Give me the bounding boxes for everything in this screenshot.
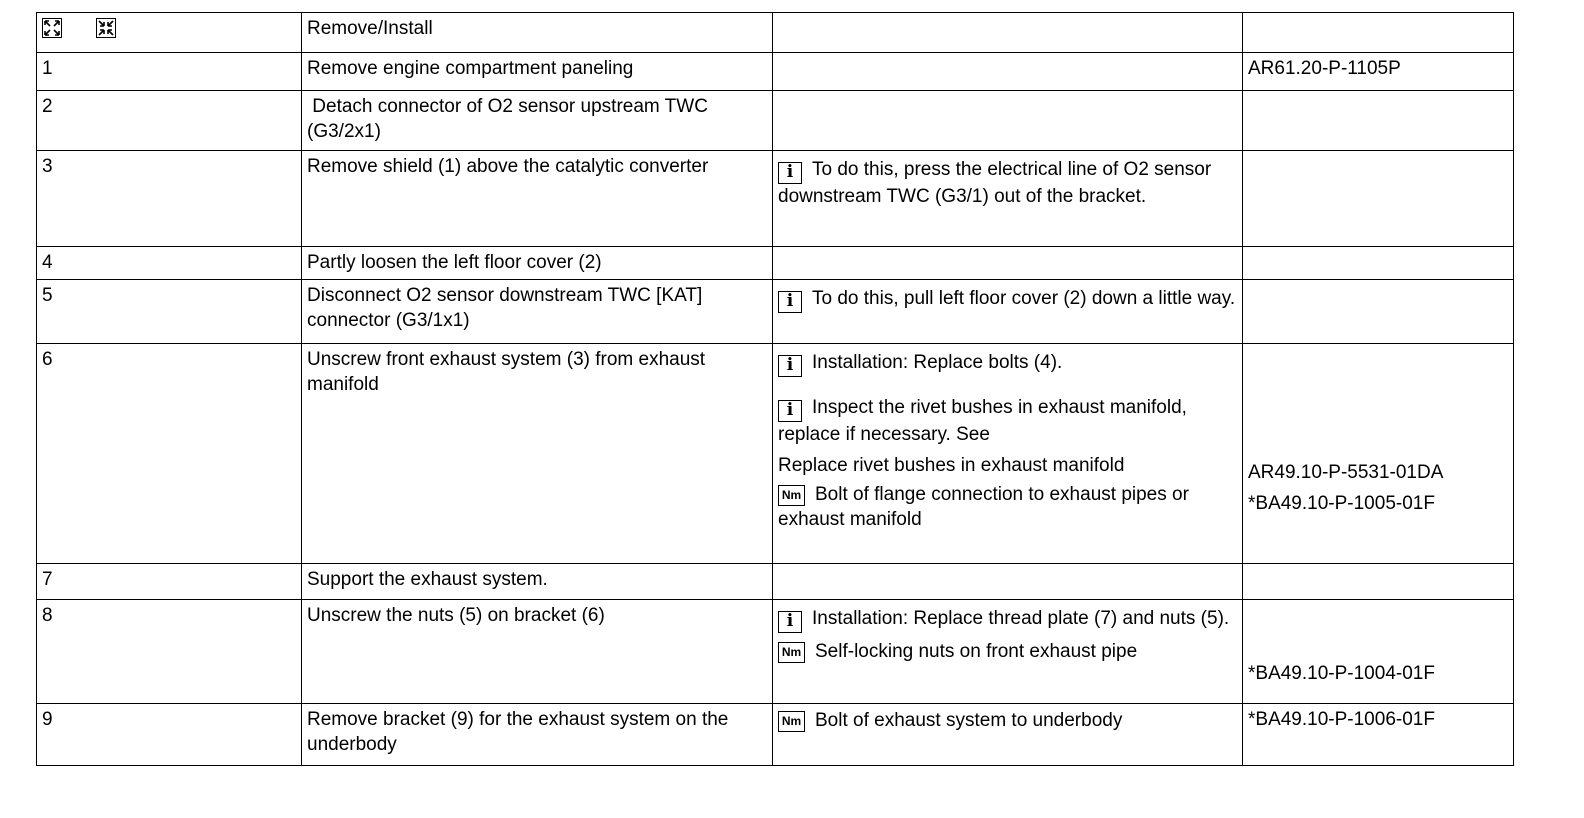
icon-cell [37, 13, 302, 53]
step-number: 4 [37, 247, 302, 280]
info-icon[interactable]: i [778, 355, 802, 377]
note-text: Installation: Replace thread plate (7) and nuts (5). [812, 608, 1230, 629]
header-note-cell [773, 13, 1243, 53]
step-note [773, 704, 1243, 766]
step-action: Remove shield (1) above the catalytic converter [302, 151, 773, 247]
collapse-icon[interactable] [96, 18, 116, 38]
step-reference [1243, 151, 1514, 247]
step-reference [1243, 280, 1514, 344]
header-title: Remove/Install [302, 13, 773, 53]
torque-nm-icon[interactable]: Nm [778, 711, 805, 732]
step-reference [1243, 600, 1514, 704]
step-action: Detach connector of O2 sensor upstream TWC (G3/2x1) [302, 91, 773, 151]
note-text: Installation: Replace bolts (4). [812, 352, 1063, 373]
procedure-table [36, 12, 1514, 766]
step-reference-link[interactable]: *BA49.10-P-1006-01F [1243, 704, 1514, 766]
step-note [773, 247, 1243, 280]
info-icon[interactable]: i [778, 400, 802, 422]
step-note [773, 280, 1243, 344]
step-reference [1243, 344, 1514, 564]
step-number: 8 [37, 600, 302, 704]
info-icon[interactable]: i [778, 291, 802, 313]
step-action: Support the exhaust system. [302, 564, 773, 600]
table-row [37, 247, 1514, 280]
step-action: Remove bracket (9) for the exhaust system on the underbody [302, 704, 773, 766]
note-text: To do this, pull left floor cover (2) down a little way. [812, 288, 1236, 309]
step-number: 3 [37, 151, 302, 247]
step-reference-link[interactable]: *BA49.10-P-1005-01F [1248, 493, 1435, 514]
step-action: Unscrew front exhaust system (3) from exhaust manifold [302, 344, 773, 564]
step-action: Partly loosen the left floor cover (2) [302, 247, 773, 280]
torque-nm-icon[interactable]: Nm [778, 642, 805, 663]
step-reference [1243, 247, 1514, 280]
note-text: Bolt of flange connection to exhaust pipes or exhaust manifold [778, 484, 1189, 530]
step-reference [1243, 91, 1514, 151]
step-action: Remove engine compartment paneling [302, 53, 773, 91]
step-number: 6 [37, 344, 302, 564]
table-row [37, 564, 1514, 600]
step-number: 7 [37, 564, 302, 600]
table-row [37, 53, 1514, 91]
table-header-row [37, 13, 1514, 53]
table-row [37, 91, 1514, 151]
table-row [37, 280, 1514, 344]
table-row [37, 344, 1514, 564]
header-ref-cell [1243, 13, 1514, 53]
step-reference-link[interactable]: AR49.10-P-5531-01DA [1248, 462, 1444, 483]
step-reference-link[interactable]: *BA49.10-P-1004-01F [1248, 663, 1435, 684]
note-text: Inspect the rivet bushes in exhaust manifold, replace if necessary. See [778, 397, 1187, 445]
info-icon[interactable]: i [778, 611, 802, 633]
note-text: Bolt of exhaust system to underbody [815, 710, 1123, 731]
step-note [773, 91, 1243, 151]
step-action: Disconnect O2 sensor downstream TWC [KAT] connector (G3/1x1) [302, 280, 773, 344]
torque-nm-icon[interactable]: Nm [778, 485, 805, 506]
table-row [37, 151, 1514, 247]
table-row [37, 704, 1514, 766]
step-number: 9 [37, 704, 302, 766]
step-reference [1243, 564, 1514, 600]
expand-icon[interactable] [42, 18, 62, 38]
table-row [37, 600, 1514, 704]
step-note [773, 600, 1243, 704]
step-note [773, 564, 1243, 600]
step-reference-link[interactable]: AR61.20-P-1105P [1243, 53, 1514, 91]
cross-reference-link[interactable]: Replace rivet bushes in exhaust manifold [778, 455, 1125, 476]
step-action: Unscrew the nuts (5) on bracket (6) [302, 600, 773, 704]
step-number: 5 [37, 280, 302, 344]
info-icon[interactable]: i [778, 162, 802, 184]
note-text: Self-locking nuts on front exhaust pipe [815, 641, 1138, 662]
step-note [773, 344, 1243, 564]
step-number: 2 [37, 91, 302, 151]
step-note [773, 151, 1243, 247]
step-number: 1 [37, 53, 302, 91]
note-text: To do this, press the electrical line of O2 sensor downstream TWC (G3/1) out of the bracket. [778, 159, 1212, 207]
step-note [773, 53, 1243, 91]
